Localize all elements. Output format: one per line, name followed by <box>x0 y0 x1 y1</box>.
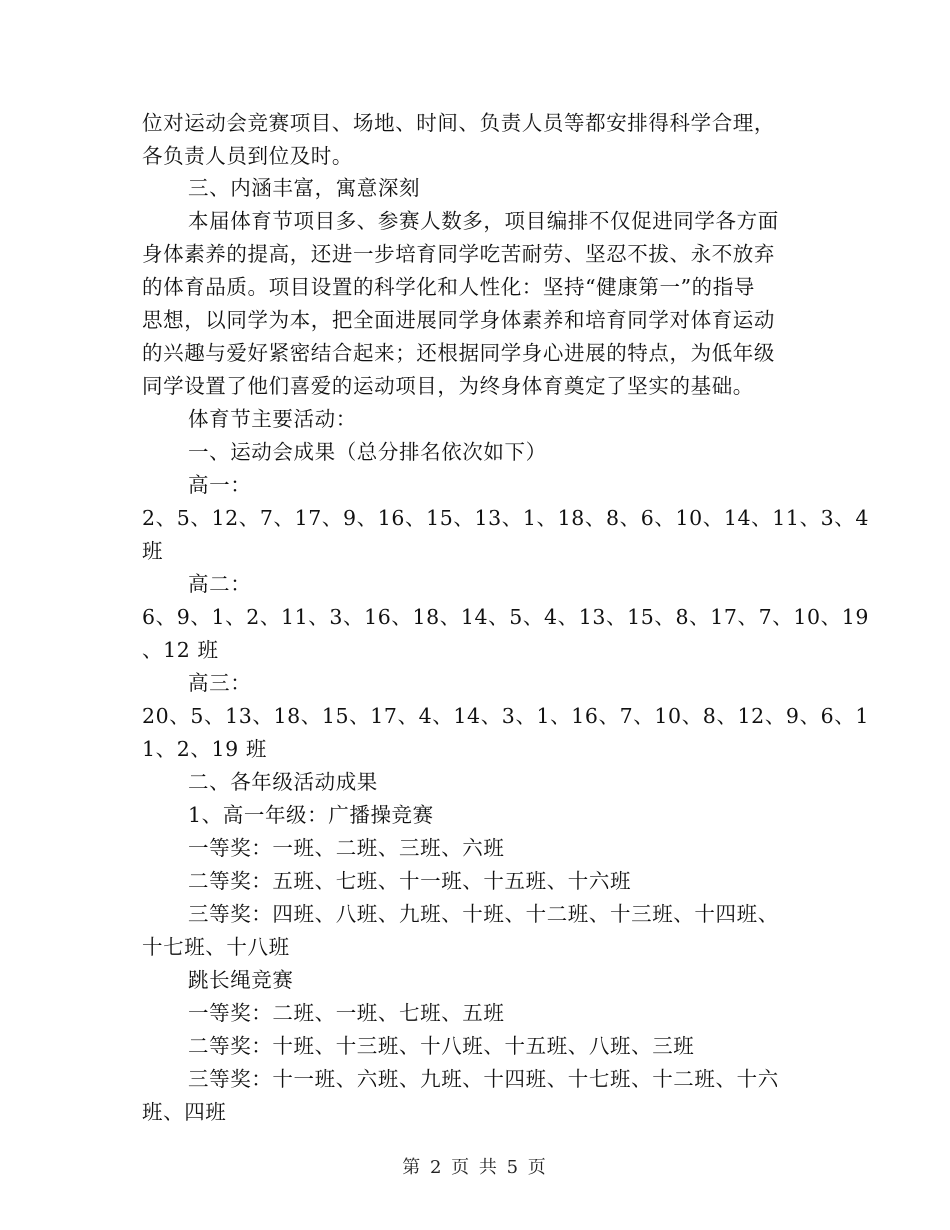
ranking-line: 6、9、1、2、11、3、16、18、14、5、4、13、15、8、17、7、10、19 <box>142 605 870 629</box>
award-line: 二等奖：五班、七班、十一班、十五班、十六班 <box>188 869 632 893</box>
subheading: 跳长绳竞赛 <box>188 968 294 992</box>
subheading: 体育节主要活动： <box>188 407 357 431</box>
body-text-line: 本届体育节项目多、参赛人数多，项目编排不仅促进同学各方面 <box>188 209 779 233</box>
grade-label: 高一： <box>188 473 252 497</box>
award-line: 十七班、十八班 <box>142 935 290 959</box>
body-text-line: 各负责人员到位及时。 <box>142 144 353 168</box>
grade-label: 高二： <box>188 572 252 596</box>
section-heading: 三、内涵丰富，寓意深刻 <box>188 176 421 200</box>
section-heading: 一、运动会成果（总分排名依次如下） <box>188 440 547 464</box>
section-heading: 二、各年级活动成果 <box>188 770 378 794</box>
body-text-line: 同学设置了他们喜爱的运动项目，为终身体育奠定了坚实的基础。 <box>142 374 754 398</box>
ranking-line: 20、5、13、18、15、17、4、14、3、1、16、7、10、8、12、9、6、1 <box>142 704 870 728</box>
award-line: 二等奖：十班、十三班、十八班、十五班、八班、三班 <box>188 1034 695 1058</box>
grade-label: 高三： <box>188 671 252 695</box>
body-text-line: 位对运动会竞赛项目、场地、时间、负责人员等都安排得科学合理， <box>142 111 775 135</box>
award-line: 三等奖：四班、八班、九班、十班、十二班、十三班、十四班、 <box>188 902 779 926</box>
ranking-line: 2、5、12、7、17、9、16、15、13、1、18、8、6、10、14、11、3、4 <box>142 506 870 530</box>
body-text-line: 身体素养的提高，还进一步培育同学吃苦耐劳、坚忍不拔、永不放弃 <box>142 242 775 266</box>
award-line: 一等奖：二班、一班、七班、五班 <box>188 1001 505 1025</box>
award-line: 一等奖：一班、二班、三班、六班 <box>188 836 505 860</box>
ranking-line: 1、2、19 班 <box>142 737 267 761</box>
body-text-line: 思想，以同学为本，把全面进展同学身体素养和培育同学对体育运动 <box>142 308 775 332</box>
ranking-line: 、12 班 <box>142 638 219 662</box>
body-text-line: 的体育品质。项目设置的科学化和人性化：坚持“健康第一”的指导 <box>142 275 755 299</box>
page-number-footer: 第 2 页 共 5 页 <box>402 1157 548 1178</box>
subheading: 1、高一年级：广播操竞赛 <box>188 803 434 827</box>
award-line: 三等奖：十一班、六班、九班、十四班、十七班、十二班、十六 <box>188 1067 779 1091</box>
award-line: 班、四班 <box>142 1100 227 1124</box>
body-text-line: 的兴趣与爱好紧密结合起来；还根据同学身心进展的特点，为低年级 <box>142 341 775 365</box>
ranking-line: 班 <box>142 539 164 563</box>
